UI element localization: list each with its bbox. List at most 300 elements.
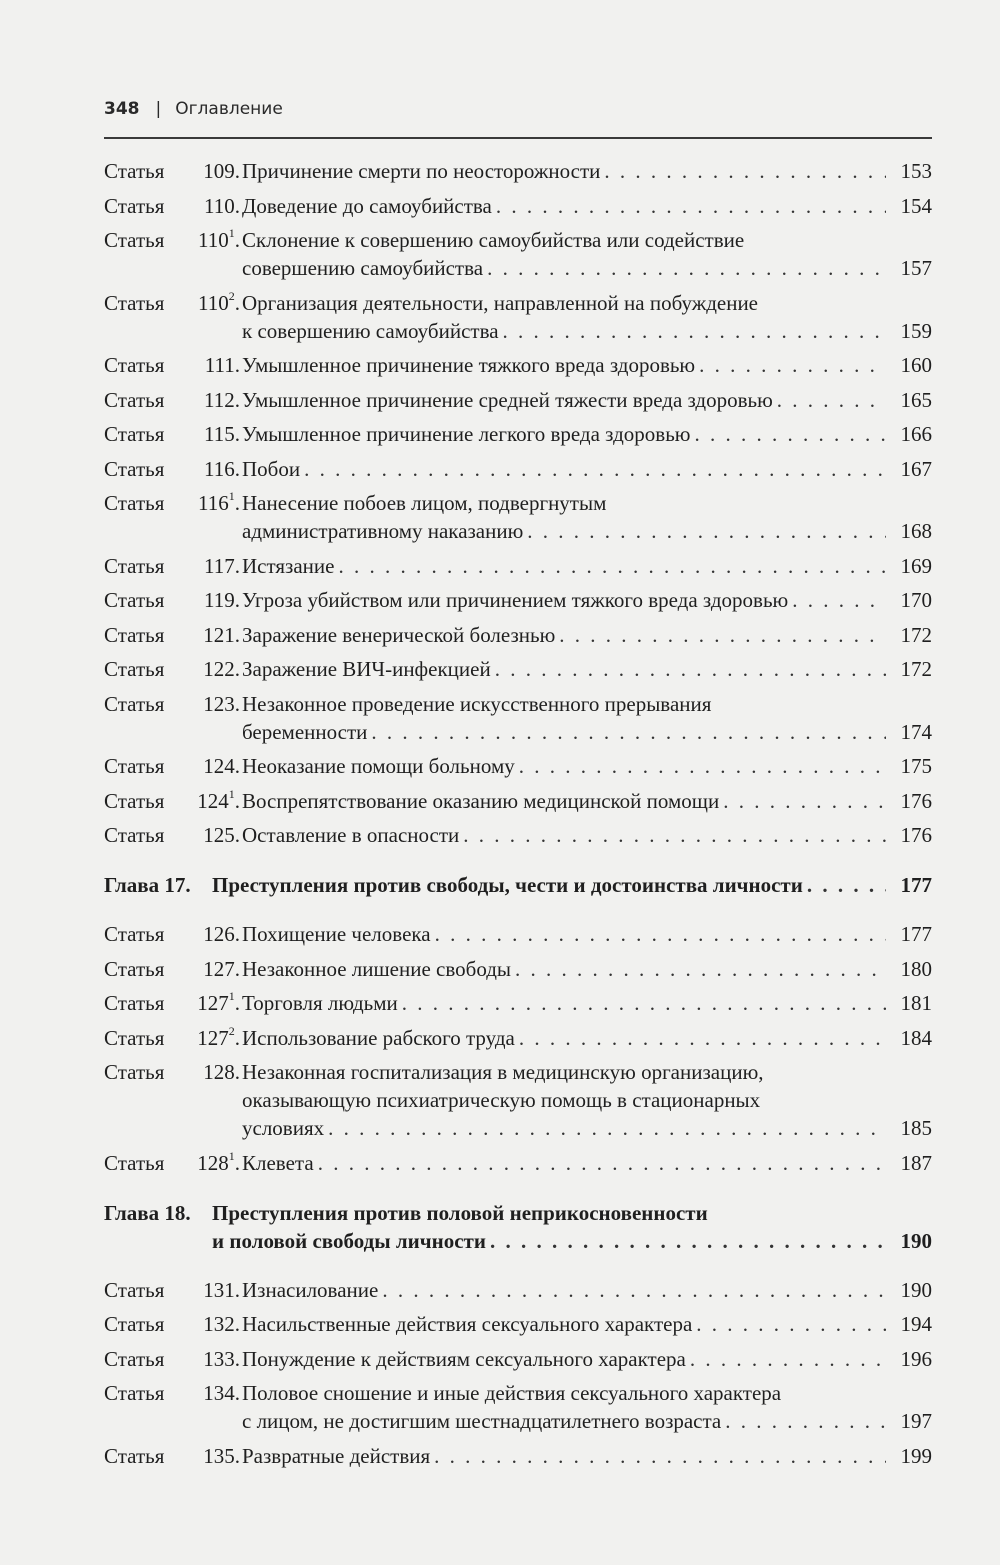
toc-entry[interactable] [104, 386, 932, 414]
article-label: Статья [104, 1025, 165, 1050]
article-label: Статья [104, 228, 165, 252]
page-ref[interactable]: 154 [900, 193, 932, 218]
article-number [184, 989, 240, 1017]
page-ref[interactable]: 194 [900, 1312, 932, 1336]
dot-leader [495, 655, 886, 683]
entry-title-text: Заражение венерической болезнью [242, 622, 556, 647]
header-rule [104, 137, 932, 139]
article-number-period: . [234, 691, 240, 716]
entry-title-block [240, 955, 932, 983]
page-ref[interactable]: 157 [900, 256, 932, 280]
dot-leader [338, 552, 886, 580]
page-ref[interactable]: 184 [900, 1025, 932, 1050]
entry-title-text: Похищение человека [242, 922, 431, 946]
article-number-value: 117 [204, 553, 235, 578]
entry-title-block [240, 621, 932, 649]
article-label: Статья [104, 1277, 165, 1302]
entry-title-text: с лицом, не достигшим шестнадцатилетнего возраста [242, 1409, 722, 1433]
table-of-contents [104, 157, 932, 1476]
article-label: Статья [104, 422, 165, 446]
section-title: Оглавление [175, 99, 283, 119]
article-number-value: 128 [197, 1150, 229, 1175]
entry-title-text: Заражение ВИЧ-инфекцией [242, 657, 491, 681]
entry-title-line [242, 351, 932, 379]
dot-leader [371, 718, 886, 746]
toc-entry[interactable] [104, 586, 932, 614]
entry-title-line [242, 655, 932, 683]
entry-title-block [212, 1199, 932, 1255]
chapter-label: Глава 18. [104, 1200, 191, 1225]
article-number-value: 112 [204, 387, 235, 412]
article-number-period: . [234, 1025, 240, 1050]
article-number [184, 455, 240, 483]
entry-title-line [242, 455, 932, 483]
dot-leader [699, 351, 886, 379]
article-number-value: 121 [203, 622, 235, 647]
page-ref[interactable]: 199 [900, 1443, 932, 1468]
article-number [184, 1379, 240, 1407]
toc-entry[interactable] [104, 1345, 932, 1373]
article-number-superscript: 1 [228, 989, 235, 1003]
entry-title-text: совершению самоубийства [242, 256, 484, 280]
entry-title-text: к совершению самоубийства [242, 318, 499, 343]
entry-title-block [240, 386, 932, 414]
article-number-period: . [234, 622, 240, 647]
entry-title-line [242, 254, 932, 282]
article-number-period: . [234, 823, 240, 847]
entry-title-line [242, 1442, 932, 1470]
entry-title-text: Преступления против половой неприкосновенности [212, 1200, 708, 1225]
entry-title-line [242, 752, 932, 780]
entry-title-block [240, 1379, 932, 1435]
dot-leader [503, 317, 886, 345]
entry-title-block [240, 351, 932, 379]
dot-leader [328, 1114, 886, 1142]
entry-title-block [240, 192, 932, 220]
entry-title-line [242, 989, 932, 1017]
article-number-value: 132 [203, 1312, 235, 1336]
dot-leader [519, 752, 886, 780]
entry-title-line [242, 420, 932, 448]
article-number-period: . [234, 387, 240, 412]
entry-title-block [240, 821, 932, 849]
entry-title-block [240, 989, 932, 1017]
dot-leader [690, 1345, 886, 1373]
entry-title-text: Половое сношение и иные действия сексуального характера [242, 1381, 782, 1405]
page-ref[interactable]: 170 [900, 588, 932, 612]
entry-title-block [240, 1345, 932, 1373]
article-number [184, 226, 240, 254]
entry-title-block [240, 752, 932, 780]
dot-leader [777, 386, 886, 414]
toc-entry[interactable] [104, 1024, 932, 1052]
page-ref[interactable]: 177 [900, 873, 932, 897]
toc-entry[interactable] [104, 455, 932, 483]
entry-title-text: Незаконное проведение искусственного прерывания [242, 691, 712, 716]
dot-leader [382, 1276, 886, 1304]
article-number [184, 386, 240, 414]
entry-title-line [212, 1199, 932, 1227]
toc-entry[interactable] [104, 1379, 932, 1435]
article-number-period: . [234, 491, 240, 515]
dot-leader [527, 517, 886, 545]
article-number-period: . [234, 159, 240, 183]
entry-title-line [242, 192, 932, 220]
article-label: Статья [104, 387, 165, 412]
entry-title-block [240, 1310, 932, 1338]
dot-leader [318, 1149, 886, 1177]
entry-title-line [242, 157, 932, 185]
page-ref[interactable]: 187 [900, 1150, 932, 1175]
article-number-period: . [234, 228, 240, 252]
toc-entry[interactable] [104, 157, 932, 185]
article-number [184, 1149, 240, 1177]
entry-title-line [242, 289, 932, 317]
entry-title-text: Оставление в опасности [242, 823, 460, 847]
entry-title-line [242, 920, 932, 948]
article-number [184, 752, 240, 780]
entry-title-block [240, 655, 932, 683]
toc-entry[interactable] [104, 1442, 932, 1470]
toc-entry[interactable] [104, 920, 932, 948]
entry-title-text: Умышленное причинение средней тяжести вреда здоровью [242, 387, 773, 412]
entry-title-text: Причинение смерти по неосторожности [242, 159, 601, 183]
article-number-value: 131 [203, 1277, 235, 1302]
page-ref[interactable]: 160 [900, 353, 932, 377]
article-label: Статья [104, 657, 165, 681]
article-number-period: . [234, 1277, 240, 1302]
entry-title-block [240, 289, 932, 345]
entry-title-line [242, 1310, 932, 1338]
article-number [184, 586, 240, 614]
entry-title-text: Торговля людьми [242, 991, 398, 1015]
entry-title-line [242, 718, 932, 746]
page-ref[interactable]: 168 [900, 519, 932, 543]
toc-chapter[interactable] [104, 871, 932, 899]
toc-entry[interactable] [104, 489, 932, 545]
entry-title-text: Умышленное причинение тяжкого вреда здоровью [242, 353, 696, 377]
entry-title-block [240, 552, 932, 580]
article-number-value: 127 [203, 956, 235, 981]
entry-title-line [242, 586, 932, 614]
entry-title-text: оказывающую психиатрическую помощь в стационарных [242, 1088, 761, 1112]
entry-title-block [240, 157, 932, 185]
entry-title-text: Понуждение к действиям сексуального характера [242, 1346, 686, 1371]
entry-title-text: Насильственные действия сексуального характера [242, 1312, 693, 1336]
article-number [184, 1024, 240, 1052]
toc-entry[interactable] [104, 351, 932, 379]
article-number-period: . [234, 1443, 240, 1468]
page-ref[interactable]: 174 [900, 719, 932, 744]
entry-title-text: Умышленное причинение легкого вреда здоровью [242, 422, 691, 446]
article-number [184, 955, 240, 983]
article-number-superscript: 1 [228, 786, 235, 801]
page-ref[interactable]: 181 [900, 991, 932, 1015]
article-number-value: 109 [203, 159, 235, 183]
entry-title-line [242, 1058, 932, 1086]
article-number-period: . [234, 588, 240, 612]
article-number-period: . [234, 422, 240, 446]
article-number-value: 134 [203, 1381, 235, 1405]
article-label: Статья [104, 456, 165, 481]
article-number-value: 116 [204, 456, 235, 481]
entry-title-line [242, 489, 932, 517]
article-number [184, 1276, 240, 1304]
entry-title-block [212, 871, 932, 899]
entry-title-block [240, 787, 932, 815]
entry-title-block [240, 1024, 932, 1052]
article-number-period: . [234, 922, 240, 946]
dot-leader [402, 989, 886, 1017]
page-ref[interactable]: 169 [900, 553, 932, 578]
article-number [184, 1058, 240, 1086]
article-number [184, 489, 240, 517]
article-number-period: . [234, 353, 240, 377]
article-number-superscript: 2 [228, 288, 235, 303]
entry-title-block [240, 455, 932, 483]
toc-entry[interactable] [104, 289, 932, 345]
article-number [184, 655, 240, 683]
article-number-value: 124 [203, 754, 235, 778]
page-ref[interactable]: 172 [900, 657, 932, 681]
entry-title-block [240, 1149, 932, 1177]
article-label: Статья [104, 159, 165, 183]
article-number [184, 157, 240, 185]
article-number [184, 690, 240, 718]
toc-entry[interactable] [104, 420, 932, 448]
article-label: Статья [104, 922, 165, 946]
article-number-period: . [234, 1381, 240, 1405]
entry-title-text: Организация деятельности, направленной на побуждение [242, 290, 759, 315]
header-separator: | [155, 99, 162, 119]
article-label: Статья [104, 553, 165, 578]
dot-leader [807, 871, 886, 899]
page-ref[interactable]: 159 [900, 318, 932, 343]
article-label: Статья [104, 290, 165, 315]
toc-entry[interactable] [104, 552, 932, 580]
article-number-value: 135 [203, 1443, 235, 1468]
entry-title-text: Преступления против свободы, чести и достоинства личности [212, 873, 803, 897]
article-number [184, 1310, 240, 1338]
entry-title-block [240, 1058, 932, 1142]
article-number-value: 116 [198, 491, 229, 515]
entry-title-text: административному наказанию [242, 519, 524, 543]
article-number-period: . [234, 1060, 240, 1084]
article-number [184, 420, 240, 448]
entry-title-line [242, 317, 932, 345]
dot-leader [463, 821, 886, 849]
page-ref[interactable]: 165 [900, 387, 932, 412]
entry-title-line [212, 1227, 932, 1255]
entry-title-text: Доведение до самоубийства [242, 193, 492, 218]
dot-leader [559, 621, 886, 649]
article-number-period: . [234, 991, 240, 1015]
article-number-period: . [234, 1312, 240, 1336]
article-number [184, 787, 240, 815]
article-label: Статья [104, 353, 165, 377]
article-number-value: 110 [204, 193, 235, 218]
article-number-period: . [234, 456, 240, 481]
entry-title-line [242, 690, 932, 718]
entry-title-text: и половой свободы личности [212, 1228, 486, 1253]
dot-leader [487, 254, 886, 282]
page-ref[interactable]: 176 [900, 823, 932, 847]
toc-entry[interactable] [104, 787, 932, 815]
article-label: Статья [104, 1312, 165, 1336]
dot-leader [304, 455, 886, 483]
entry-title-text: условиях [242, 1116, 325, 1140]
article-number-superscript: 1 [228, 1148, 235, 1163]
article-number [184, 192, 240, 220]
page-ref[interactable]: 172 [900, 622, 932, 647]
page-ref[interactable]: 180 [900, 956, 932, 981]
article-number [184, 552, 240, 580]
article-label: Статья [104, 622, 165, 647]
entry-title-text: беременности [242, 719, 368, 744]
entry-title-line [242, 821, 932, 849]
entry-title-text: Склонение к совершению самоубийства или содействие [242, 228, 745, 252]
article-label: Статья [104, 491, 165, 515]
dot-leader [696, 1310, 886, 1338]
page-ref[interactable]: 190 [900, 1228, 932, 1253]
toc-entry[interactable] [104, 752, 932, 780]
entry-title-text: Побои [242, 456, 301, 481]
entry-title-line [242, 1086, 932, 1114]
dot-leader [435, 920, 886, 948]
article-number-period: . [234, 657, 240, 681]
entry-title-text: Истязание [242, 553, 335, 578]
page-ref[interactable]: 153 [900, 159, 932, 183]
article-number-value: 125 [203, 823, 235, 847]
article-label: Статья [104, 193, 165, 218]
article-number [184, 351, 240, 379]
entry-title-line [242, 1407, 932, 1435]
page-ref[interactable]: 175 [900, 754, 932, 778]
toc-entry[interactable] [104, 1310, 932, 1338]
page-number: 348 [104, 99, 140, 119]
article-number [184, 1345, 240, 1373]
entry-title-text: Угроза убийством или причинением тяжкого вреда здоровью [242, 588, 789, 612]
page-ref[interactable]: 177 [900, 922, 932, 946]
entry-title-text: Воспрепятствование оказанию медицинской помощи [242, 788, 720, 813]
entry-title-block [240, 226, 932, 282]
article-label: Статья [104, 588, 165, 612]
article-label: Статья [104, 1150, 165, 1175]
article-label: Статья [104, 754, 165, 778]
toc-entry[interactable] [104, 192, 932, 220]
entry-title-line [242, 1345, 932, 1373]
entry-title-block [240, 690, 932, 746]
entry-title-text: Незаконное лишение свободы [242, 956, 512, 981]
toc-entry[interactable] [104, 226, 932, 282]
article-number-period: . [234, 193, 240, 218]
chapter-label: Глава 17. [104, 873, 191, 897]
article-label: Статья [104, 788, 165, 813]
toc-entry[interactable] [104, 1149, 932, 1177]
article-number-superscript: 1 [228, 226, 235, 240]
article-number [184, 289, 240, 317]
toc-entry[interactable] [104, 655, 932, 683]
toc-chapter[interactable] [104, 1199, 932, 1255]
dot-leader [496, 192, 886, 220]
article-number-value: 127 [197, 991, 229, 1015]
running-head [104, 99, 932, 135]
toc-entry[interactable] [104, 690, 932, 746]
page-ref[interactable]: 176 [900, 788, 932, 813]
entry-title-text: Клевета [242, 1150, 314, 1175]
page-ref[interactable]: 185 [900, 1116, 932, 1140]
entry-title-block [240, 420, 932, 448]
entry-title-text: Изнасилование [242, 1277, 379, 1302]
article-label: Статья [104, 823, 165, 847]
article-number-value: 128 [203, 1060, 235, 1084]
entry-title-text: Развратные действия [242, 1443, 431, 1468]
article-number-superscript: 2 [228, 1023, 235, 1038]
article-number-value: 110 [198, 228, 229, 252]
toc-entry[interactable] [104, 621, 932, 649]
dot-leader [434, 1442, 886, 1470]
dot-leader [725, 1407, 886, 1435]
article-number-value: 111 [204, 353, 235, 377]
entry-title-text: Нанесение побоев лицом, подвергнутым [242, 491, 607, 515]
entry-title-block [240, 920, 932, 948]
dot-leader [604, 157, 886, 185]
toc-entry[interactable] [104, 989, 932, 1017]
entry-title-line [242, 386, 932, 414]
article-number-value: 126 [203, 922, 235, 946]
entry-title-block [240, 1276, 932, 1304]
article-label: Статья [104, 956, 165, 981]
article-label: Статья [104, 1443, 165, 1468]
page-ref[interactable]: 167 [900, 456, 932, 481]
article-label: Статья [104, 691, 165, 716]
article-label: Статья [104, 1381, 165, 1405]
dot-leader [490, 1227, 886, 1255]
toc-entry[interactable] [104, 1058, 932, 1142]
entry-title-text: Использование рабского труда [242, 1025, 515, 1050]
article-number-period: . [234, 1150, 240, 1175]
entry-title-block [240, 489, 932, 545]
entry-title-block [240, 586, 932, 614]
page-ref[interactable]: 166 [900, 422, 932, 446]
page-ref[interactable]: 197 [900, 1409, 932, 1433]
article-number-value: 115 [204, 422, 235, 446]
entry-title-line [242, 787, 932, 815]
article-number-superscript: 1 [228, 489, 235, 503]
dot-leader [519, 1024, 886, 1052]
toc-entry[interactable] [104, 955, 932, 983]
toc-entry[interactable] [104, 1276, 932, 1304]
dot-leader [723, 787, 886, 815]
entry-title-line [242, 517, 932, 545]
entry-title-line [242, 226, 932, 254]
dot-leader [792, 586, 886, 614]
page-ref[interactable]: 190 [900, 1277, 932, 1302]
article-number-value: 123 [203, 691, 235, 716]
article-number [184, 621, 240, 649]
toc-entry[interactable] [104, 821, 932, 849]
dot-leader [694, 420, 886, 448]
page-ref[interactable]: 196 [900, 1346, 932, 1371]
entry-title-line [242, 1379, 932, 1407]
entry-title-line [242, 955, 932, 983]
entry-title-line [242, 621, 932, 649]
article-number-value: 124 [197, 788, 229, 813]
article-number-value: 133 [203, 1346, 235, 1371]
article-number-period: . [234, 290, 240, 315]
article-number-period: . [234, 1346, 240, 1371]
article-number [184, 821, 240, 849]
